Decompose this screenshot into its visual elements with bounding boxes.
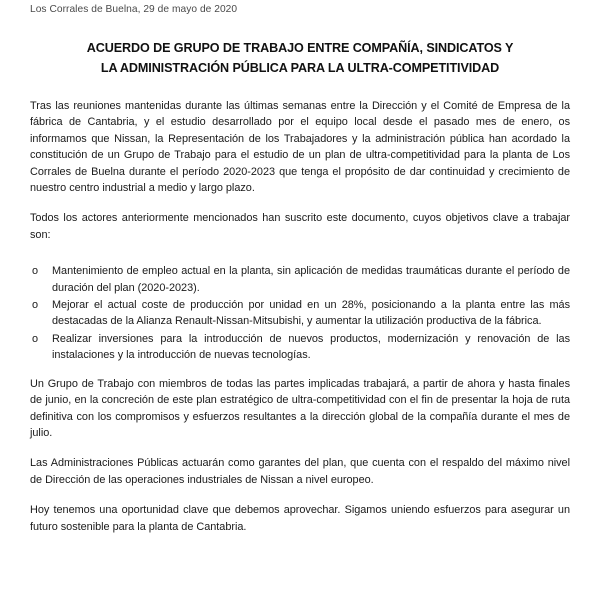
list-item — [30, 331, 570, 364]
page-title-line-2: LA ADMINISTRACIÓN PÚBLICA PARA LA ULTRA-COMPETITIVIDAD — [100, 61, 500, 75]
paragraph-intro: Tras las reuniones mantenidas durante las últimas semanas entre la Dirección y el Comité de Empresa de la fábrica de Cantabria, y el estudio desarrollado por el equipo local desde el pasado mes de enero, os informamos que Nissan, la Representación de los Trabajadores y la administración pública han acordado la constitución de un Grupo de Trabajo para el estudio de un plan de ultra-competitividad para la planta de Los Corrales de Buelna durante el período 2020-2023 que tenga el propósito de dar continuidad y crecimiento de nuestro centro industrial a medio y largo plazo. — [30, 100, 570, 195]
document-body — [30, 98, 570, 549]
list-item — [30, 263, 570, 296]
paragraph-working-group: Un Grupo de Trabajo con miembros de todas las partes implicadas trabajará, a partir de ahora y hasta finales de junio, en la concreción de este plan estratégico de ultra-competitividad con el fin de presentar la hoja de ruta definitiva con los compromisos y esfuerzos resultantes a la dirección global de la compañía durante el mes de julio. — [30, 377, 570, 439]
bullet-circle-icon: o — [32, 299, 39, 312]
list-item — [30, 297, 570, 330]
bullet-list-spacer — [30, 253, 570, 263]
paragraph-closing: Hoy tenemos una oportunidad clave que debemos aprovechar. Sigamos uniendo esfuerzos para asegurar un futuro sostenible para la planta de Cantabria. — [30, 504, 570, 533]
list-item-text: Mantenimiento de empleo actual en la planta, sin aplicación de medidas traumáticas durante el período de duración del plan (2020-2023). — [52, 265, 570, 294]
paragraph-public-administration: Las Administraciones Públicas actuarán como garantes del plan, que cuenta con el respaldo del máximo nivel de Dirección de las operaciones industriales de Nissan a nivel europeo. — [30, 457, 570, 486]
dateline: Los Corrales de Buelna, 29 de mayo de 2020 — [30, 4, 238, 15]
page-title — [26, 38, 574, 78]
bullet-circle-icon: o — [32, 265, 39, 278]
objectives-list — [30, 263, 570, 363]
list-item-text: Realizar inversiones para la introducción de nuevos productos, modernización y renovación de las instalaciones y la introducción de nuevas tecnologías. — [52, 332, 570, 362]
page-title-line-1: ACUERDO DE GRUPO DE TRABAJO ENTRE COMPAÑÍA, SINDICATOS Y — [86, 41, 514, 55]
list-item-text: Mejorar el actual coste de producción por unidad en un 28%, posicionando a la planta entre las más destacadas de la Alianza Renault-Nissan-Mitsubishi, y aumentar la utilización productiva de la fábrica. — [52, 299, 570, 328]
bullet-circle-icon: o — [32, 332, 39, 345]
paragraph-objectives-lead: Todos los actores anteriormente mencionados han suscrito este documento, cuyos objetivos clave a trabajar son: — [30, 212, 570, 241]
